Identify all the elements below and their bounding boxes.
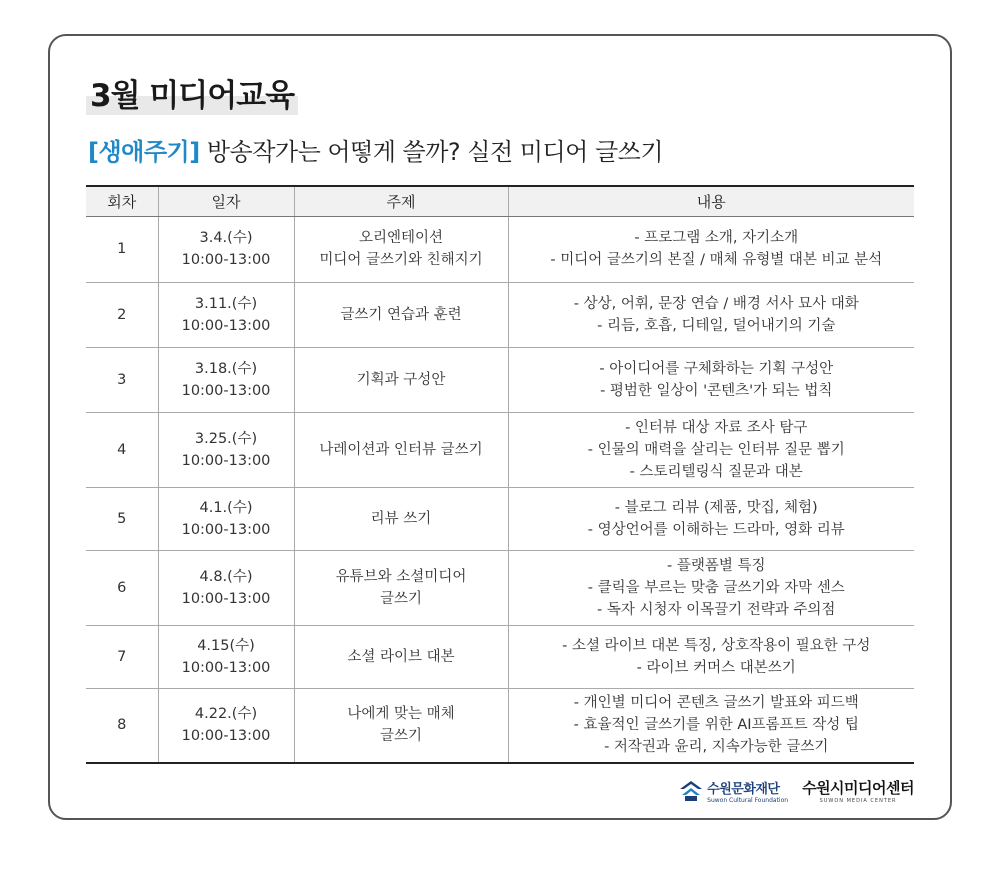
- table-row: [86, 550, 914, 625]
- session-topic-cell: [294, 487, 508, 550]
- logo2-korean: 수원시미디어센터: [802, 779, 914, 797]
- session-time: 10:00-13:00: [181, 382, 271, 399]
- foundation-roof-icon: [679, 780, 703, 802]
- session-date-cell: [158, 412, 294, 487]
- subtitle-text: 방송작가는 어떻게 쓸까? 실전 미디어 글쓰기: [206, 138, 664, 166]
- session-date: 3.4.(수): [199, 230, 253, 246]
- session-date: 4.1.(수): [199, 499, 253, 516]
- session-content-cell: [508, 347, 914, 412]
- session-topic-cell: [294, 412, 508, 487]
- session-topic: 미디어 글쓰기와 친해지기: [319, 252, 483, 268]
- table-row: [86, 347, 914, 412]
- session-topic-cell: [294, 625, 508, 688]
- header-session: 회차: [86, 186, 158, 216]
- table-row: [86, 688, 914, 763]
- content-item: - 상상, 어휘, 문장 연습 / 배경 서사 묘사 대화: [573, 295, 859, 312]
- session-time: 10:00-13:00: [181, 659, 271, 676]
- session-date-cell: [158, 625, 294, 688]
- session-time: 10:00-13:00: [181, 590, 271, 607]
- session-topic: 기획과 구성안: [356, 371, 446, 388]
- header-topic: 주제: [294, 186, 508, 216]
- content-item: - 라이브 커머스 대본쓰기: [636, 659, 796, 676]
- session-date-cell: [158, 688, 294, 763]
- session-topic: 글쓰기 연습과 훈련: [340, 306, 462, 323]
- content-item: - 영상언어를 이해하는 드라마, 영화 리뷰: [587, 521, 845, 538]
- table-row: [86, 216, 914, 282]
- header-date: 일자: [158, 186, 294, 216]
- session-topic: 나레이션과 인터뷰 글쓰기: [319, 441, 483, 458]
- session-topic: 나에게 맞는 매체: [347, 706, 455, 723]
- session-content-cell: [508, 216, 914, 282]
- header-content: 내용: [508, 186, 914, 216]
- session-content-cell: [508, 688, 914, 763]
- content-item: - 블로그 리뷰 (제품, 맛집, 체험): [614, 499, 818, 516]
- session-date: 4.15(수): [197, 637, 255, 654]
- page-title: 3월 미디어교육: [86, 70, 298, 115]
- content-item: - 스토리텔링식 질문과 대본: [629, 463, 803, 480]
- session-number: 2: [86, 282, 158, 347]
- content-item: - 인터뷰 대상 자료 조사 탐구: [625, 419, 808, 436]
- session-date: 3.11.(수): [194, 295, 258, 312]
- schedule-card: [48, 34, 952, 820]
- table-row: [86, 412, 914, 487]
- footer-logos: [679, 777, 914, 804]
- content-item: - 미디어 글쓰기의 본질 / 매체 유형별 대본 비교 분석: [550, 252, 883, 268]
- subtitle-tag: [생애주기]: [88, 138, 200, 166]
- content-item: - 플랫폼별 특징: [667, 557, 766, 574]
- session-number: 7: [86, 625, 158, 688]
- page-subtitle: [88, 132, 663, 167]
- session-number: 1: [86, 216, 158, 282]
- session-date: 3.18.(수): [194, 360, 258, 377]
- session-date-cell: [158, 550, 294, 625]
- table-row: [86, 487, 914, 550]
- session-content-cell: [508, 625, 914, 688]
- session-topic: 오리엔테이션: [358, 230, 444, 246]
- session-topic: 유튜브와 소셜미디어: [335, 568, 467, 585]
- session-number: 3: [86, 347, 158, 412]
- table-row: [86, 282, 914, 347]
- session-time: 10:00-13:00: [181, 521, 271, 538]
- session-topic: 글쓰기: [379, 728, 423, 745]
- table-header-row: [86, 186, 914, 216]
- content-item: - 아이디어를 구체화하는 기획 구성안: [599, 360, 834, 377]
- content-item: - 개인별 미디어 콘텐츠 글쓰기 발표와 피드백: [573, 695, 859, 712]
- content-item: - 독자 시청자 이목끌기 전략과 주의점: [597, 601, 836, 618]
- content-item: - 평범한 일상이 '콘텐츠'가 되는 법칙: [600, 382, 833, 399]
- content-item: - 효율적인 글쓰기를 위한 AI프롬프트 작성 팁: [573, 717, 859, 734]
- session-date-cell: [158, 347, 294, 412]
- table-row: [86, 625, 914, 688]
- content-item: - 저작권과 윤리, 지속가능한 글쓰기: [604, 739, 829, 756]
- session-topic-cell: [294, 688, 508, 763]
- session-number: 6: [86, 550, 158, 625]
- session-time: 10:00-13:00: [181, 317, 271, 334]
- logo1-korean: 수원문화재단: [707, 781, 780, 797]
- session-time: 10:00-13:00: [181, 452, 271, 469]
- session-topic-cell: [294, 216, 508, 282]
- session-topic: 글쓰기: [379, 590, 423, 607]
- session-number: 5: [86, 487, 158, 550]
- session-topic: 소셜 라이브 대본: [347, 648, 455, 665]
- suwon-cultural-foundation-logo: [679, 778, 788, 804]
- session-topic-cell: [294, 550, 508, 625]
- session-time: 10:00-13:00: [181, 728, 271, 745]
- session-time: 10:00-13:00: [181, 252, 271, 268]
- session-content-cell: [508, 282, 914, 347]
- logo1-english: Suwon Cultural Foundation: [707, 796, 789, 804]
- content-item: - 클릭을 부르는 맞춤 글쓰기와 자막 센스: [587, 579, 845, 596]
- schedule-body: [86, 216, 914, 763]
- content-item: - 프로그램 소개, 자기소개: [634, 230, 799, 246]
- session-content-cell: [508, 550, 914, 625]
- session-date-cell: [158, 216, 294, 282]
- session-date: 4.22.(수): [194, 706, 258, 723]
- session-date-cell: [158, 487, 294, 550]
- session-topic-cell: [294, 282, 508, 347]
- schedule-table: [86, 185, 914, 764]
- session-topic: 리뷰 쓰기: [370, 510, 432, 527]
- content-item: - 소셜 라이브 대본 특징, 상호작용이 필요한 구성: [562, 637, 871, 654]
- session-date: 3.25.(수): [194, 430, 258, 447]
- suwon-media-center-logo: [802, 777, 914, 804]
- session-date-cell: [158, 282, 294, 347]
- session-content-cell: [508, 412, 914, 487]
- content-item: - 리듬, 호흡, 디테일, 덜어내기의 기술: [597, 317, 836, 334]
- content-item: - 인물의 매력을 살리는 인터뷰 질문 뽑기: [587, 441, 845, 458]
- session-content-cell: [508, 487, 914, 550]
- session-date: 4.8.(수): [199, 568, 253, 585]
- session-number: 8: [86, 688, 158, 763]
- logo2-english: SUWON MEDIA CENTER: [819, 798, 897, 804]
- session-topic-cell: [294, 347, 508, 412]
- session-number: 4: [86, 412, 158, 487]
